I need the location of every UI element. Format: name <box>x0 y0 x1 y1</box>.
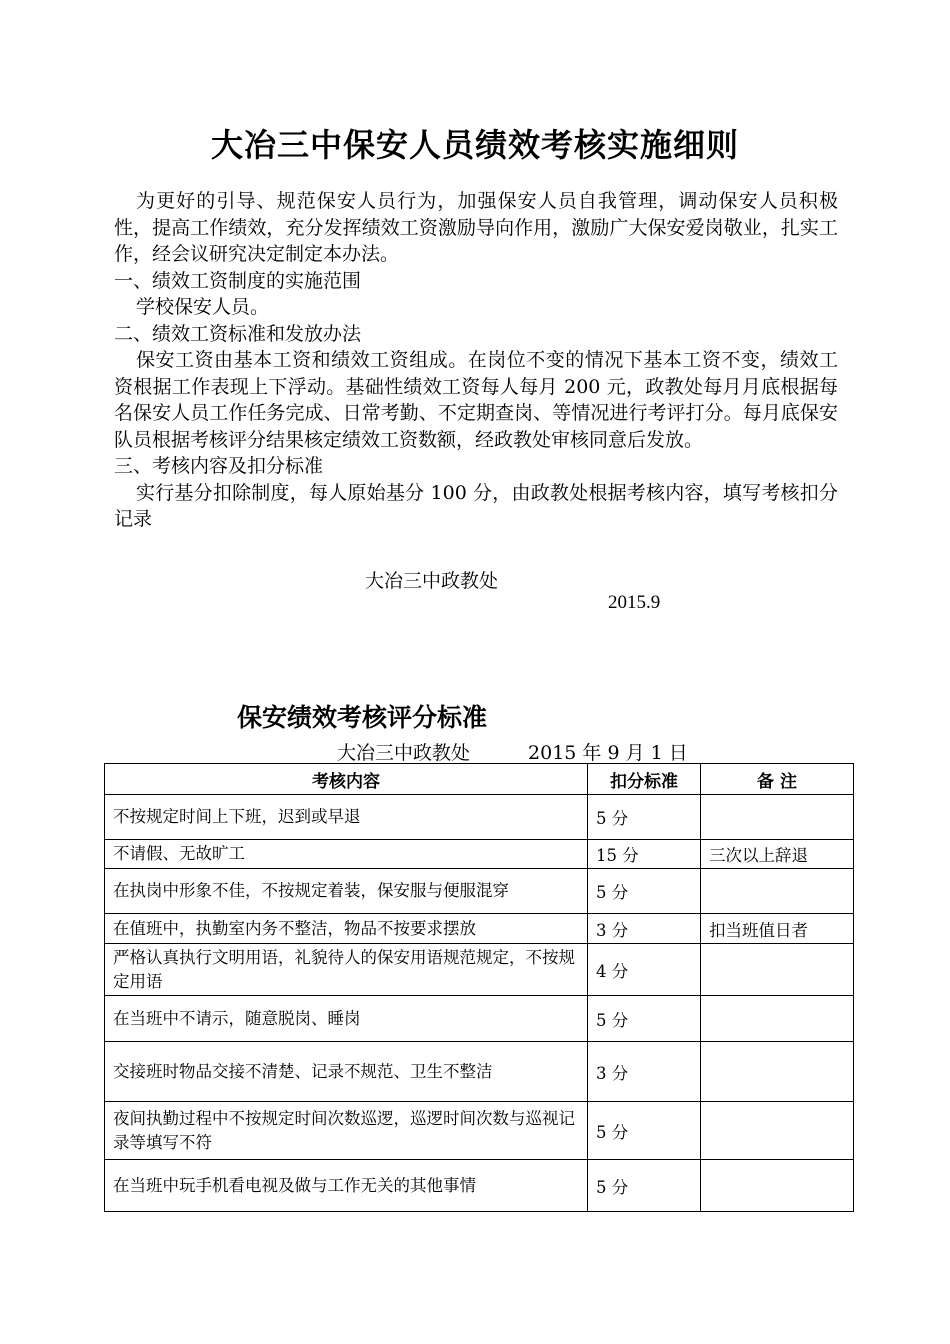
standard-date: 2015 年 9 月 1 日 <box>528 742 688 764</box>
row-remark <box>701 944 854 996</box>
table-row <box>105 1042 854 1102</box>
row-deduction: 3 分 <box>588 1042 701 1102</box>
section-3-heading: 三、考核内容及扣分标准 <box>114 455 324 477</box>
row-content: 夜间执勤过程中不按规定时间次数巡逻，巡逻时间次数与巡视记录等填写不符 <box>105 1102 588 1160</box>
row-content: 在当班中玩手机看电视及做与工作无关的其他事情 <box>105 1160 588 1212</box>
section-1-text: 学校保安人员。 <box>136 296 270 318</box>
signature-date: 2015.9 <box>608 592 661 613</box>
table-header-row <box>105 764 854 795</box>
row-remark <box>701 795 854 840</box>
table-row <box>105 1102 854 1160</box>
row-deduction: 15 分 <box>588 840 701 869</box>
signature-office: 大冶三中政教处 <box>365 570 499 592</box>
row-remark <box>701 996 854 1042</box>
table-row <box>105 996 854 1042</box>
row-remark <box>701 1102 854 1160</box>
row-content: 交接班时物品交接不清楚、记录不规范、卫生不整洁 <box>105 1042 588 1102</box>
row-content: 在执岗中形象不佳，不按规定着装，保安服与便服混穿 <box>105 869 588 914</box>
row-deduction: 5 分 <box>588 1102 701 1160</box>
scoring-table <box>104 763 854 1212</box>
section-3-text: 实行基分扣除制度，每人原始基分 100 分，由政教处根据考核内容，填写考核扣分记录 <box>114 481 838 530</box>
header-remark: 备 注 <box>701 764 854 795</box>
standard-title: 保安绩效考核评分标准 <box>237 703 488 732</box>
row-deduction: 3 分 <box>588 914 701 944</box>
table-row <box>105 944 854 996</box>
row-deduction: 5 分 <box>588 1160 701 1212</box>
row-content: 严格认真执行文明用语，礼貌待人的保安用语规范规定，不按规定用语 <box>105 944 588 996</box>
row-remark <box>701 869 854 914</box>
section-1-heading: 一、绩效工资制度的实施范围 <box>114 269 362 292</box>
row-deduction: 5 分 <box>588 869 701 914</box>
standard-office: 大冶三中政教处 <box>337 742 471 764</box>
row-remark <box>701 1160 854 1212</box>
section-2-heading: 二、绩效工资标准和发放办法 <box>114 322 362 345</box>
table-row <box>105 914 854 944</box>
table-row <box>105 1160 854 1212</box>
row-content: 不按规定时间上下班，迟到或早退 <box>105 795 588 840</box>
row-remark: 三次以上辞退 <box>701 840 854 869</box>
row-deduction: 4 分 <box>588 944 701 996</box>
header-content: 考核内容 <box>105 764 588 795</box>
section-2-text: 保安工资由基本工资和绩效工资组成。在岗位不变的情况下基本工资不变，绩效工资根据工作表现上下浮动。基础性绩效工资每人每月 200 元，政教处每月月底根据每名保安人员工作任务完成、日常考勤、不定期查岗、等情况进行考评打分。每月底保安队员根据考核评分结果核定绩效工资数额，经政教处审核同意后发放。 <box>114 349 838 451</box>
row-deduction: 5 分 <box>588 795 701 840</box>
table-row <box>105 869 854 914</box>
intro-paragraph: 为更好的引导、规范保安人员行为，加强保安人员自我管理，调动保安人员积极性，提高工作绩效，充分发挥绩效工资激励导向作用，激励广大保安爱岗敬业，扎实工作，经会议研究决定制定本办法。 <box>114 190 838 265</box>
row-remark <box>701 1042 854 1102</box>
table-row <box>105 795 854 840</box>
row-content: 不请假、无故旷工 <box>105 840 588 869</box>
table-row <box>105 840 854 869</box>
document-title: 大冶三中保安人员绩效考核实施细则 <box>210 126 739 164</box>
standard-meta <box>337 738 688 765</box>
document-body <box>114 188 838 533</box>
row-content: 在当班中不请示，随意脱岗、睡岗 <box>105 996 588 1042</box>
header-deduction: 扣分标准 <box>588 764 701 795</box>
row-content: 在值班中，执勤室内务不整洁，物品不按要求摆放 <box>105 914 588 944</box>
row-deduction: 5 分 <box>588 996 701 1042</box>
row-remark: 扣当班值日者 <box>701 914 854 944</box>
